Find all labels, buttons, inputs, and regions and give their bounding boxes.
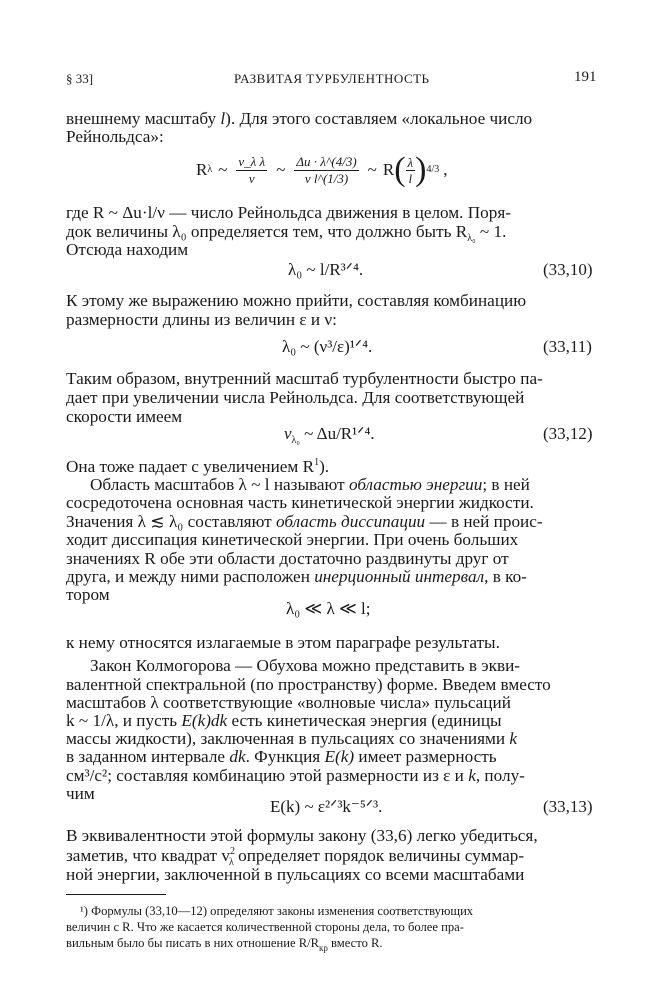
text-line: Рейнольдса»: (66, 127, 164, 146)
text-line: тором (66, 585, 110, 604)
formula-inertial-interval: λ₀ ≪ λ ≪ l; (286, 599, 371, 618)
running-title: РАЗВИТАЯ ТУРБУЛЕНТНОСТЬ (234, 71, 430, 86)
formula-33-10: λ₀ ~ l/R³ᐟ⁴. (288, 260, 364, 279)
text-line: к нему относятся излагаемые в этом параграфе результаты. (66, 633, 500, 652)
formula-33-12: $v_{\lambda_0}$ ~ Δu/R¹ᐟ⁴. (284, 424, 375, 446)
text-line: скорости имеем (66, 407, 183, 426)
text-line: валентной спектральной (по пространству) форме. Введем вместо (66, 675, 551, 694)
text-line: внешнему масштабу l). Для этого составляем «локальное число (66, 109, 533, 128)
text-line: Область масштабов λ ~ l называют областью энергии; в ней (90, 475, 530, 494)
text-line: см³/с²; составляя комбинацию этой размерности из ε и k, полу- (66, 766, 525, 785)
text-line: заметив, что квадрат $v^2_\lambda$ определяет порядок величины суммар- (66, 846, 525, 868)
text-line: Таким образом, внутренний масштаб турбулентности быстро па- (66, 369, 543, 388)
page-number: 191 (574, 69, 597, 85)
text-line: Отсюда находим (66, 240, 189, 259)
text-line: док величины λ₀ определяется тем, что должно быть $R_{\lambda_0}$ ~ 1. (66, 222, 507, 244)
text-line: ходит диссипация кинетической энергии. При очень больших (66, 530, 519, 549)
text-line: размерности длины из величин ε и ν: (66, 310, 337, 329)
equation-number: (33,13) (543, 797, 593, 816)
text-line: Она тоже падает с увеличением $R^1$). (66, 457, 330, 476)
text-line: массы жидкости), заключенная в пульсациях со значениями k (66, 729, 518, 748)
text-line: ной энергии, заключенной в пульсациях со всеми масштабами (66, 865, 525, 884)
text-line: К этому же выражению можно прийти, составляя комбинацию (66, 291, 527, 310)
text-line: масштабов λ соответствующие «волновые числа» пульсаций (66, 693, 511, 712)
footnote-line: величин с R. Что же касается количественной стороны дела, то более пра- (66, 920, 464, 934)
footnote-rule (66, 894, 166, 895)
text-line: В эквивалентности этой формулы закону (33,6) легко убедиться, (66, 826, 538, 845)
formula-33-11: λ₀ ~ (ν³/ε)¹ᐟ⁴. (282, 337, 373, 356)
text-line: где R ~ Δu·l/ν — число Рейнольдса движения в целом. Поря- (66, 203, 511, 222)
equation-number: (33,12) (543, 424, 593, 443)
text-line: сосредоточена основная часть кинетической энергии жидкости. (66, 493, 534, 512)
formula-33-13: E(k) ~ ε²ᐟ³k⁻⁵ᐟ³. (270, 797, 383, 816)
footnote-line: вильным было бы писать в них отношение $R/R_{кр}$ вместо R. (66, 936, 383, 953)
text-line: значениях R обе эти области достаточно раздвинуты друг от (66, 549, 509, 568)
equation-number: (33,11) (543, 337, 592, 356)
footnote-line: ¹) Формулы (33,10—12) определяют законы изменения соответствующих (80, 904, 474, 918)
text-line: Значения λ ≲ λ₀ составляют область диссипации — в ней проис- (66, 512, 543, 531)
text-line: друга, и между ними расположен инерционный интервал, в ко- (66, 567, 527, 586)
text-line: дает при увеличении числа Рейнольдса. Для соответствующей (66, 388, 525, 407)
text-line: в заданном интервале dk. Функция E(k) имеет размерность (66, 747, 497, 766)
text-line: k ~ 1/λ, и пусть E(k)dk есть кинетическая энергия (единицы (66, 711, 502, 730)
formula-local-reynolds: R λ ~ $\frac{\text{v\_λ λ}}{\nu}$ ~ $\frac{\Delta u \cdot \lambda\^{}(4/3)}{\text{ν l\textasciicircum{}(1/3)}}$ ~ R ( λ l ) 4/3 , (196, 151, 448, 188)
text-line: Закон Колмогорова — Обухова можно представить в экви- (90, 656, 521, 675)
equation-number: (33,10) (543, 260, 593, 279)
section-marker: § 33] (66, 71, 94, 86)
text-line: чим (66, 784, 95, 803)
